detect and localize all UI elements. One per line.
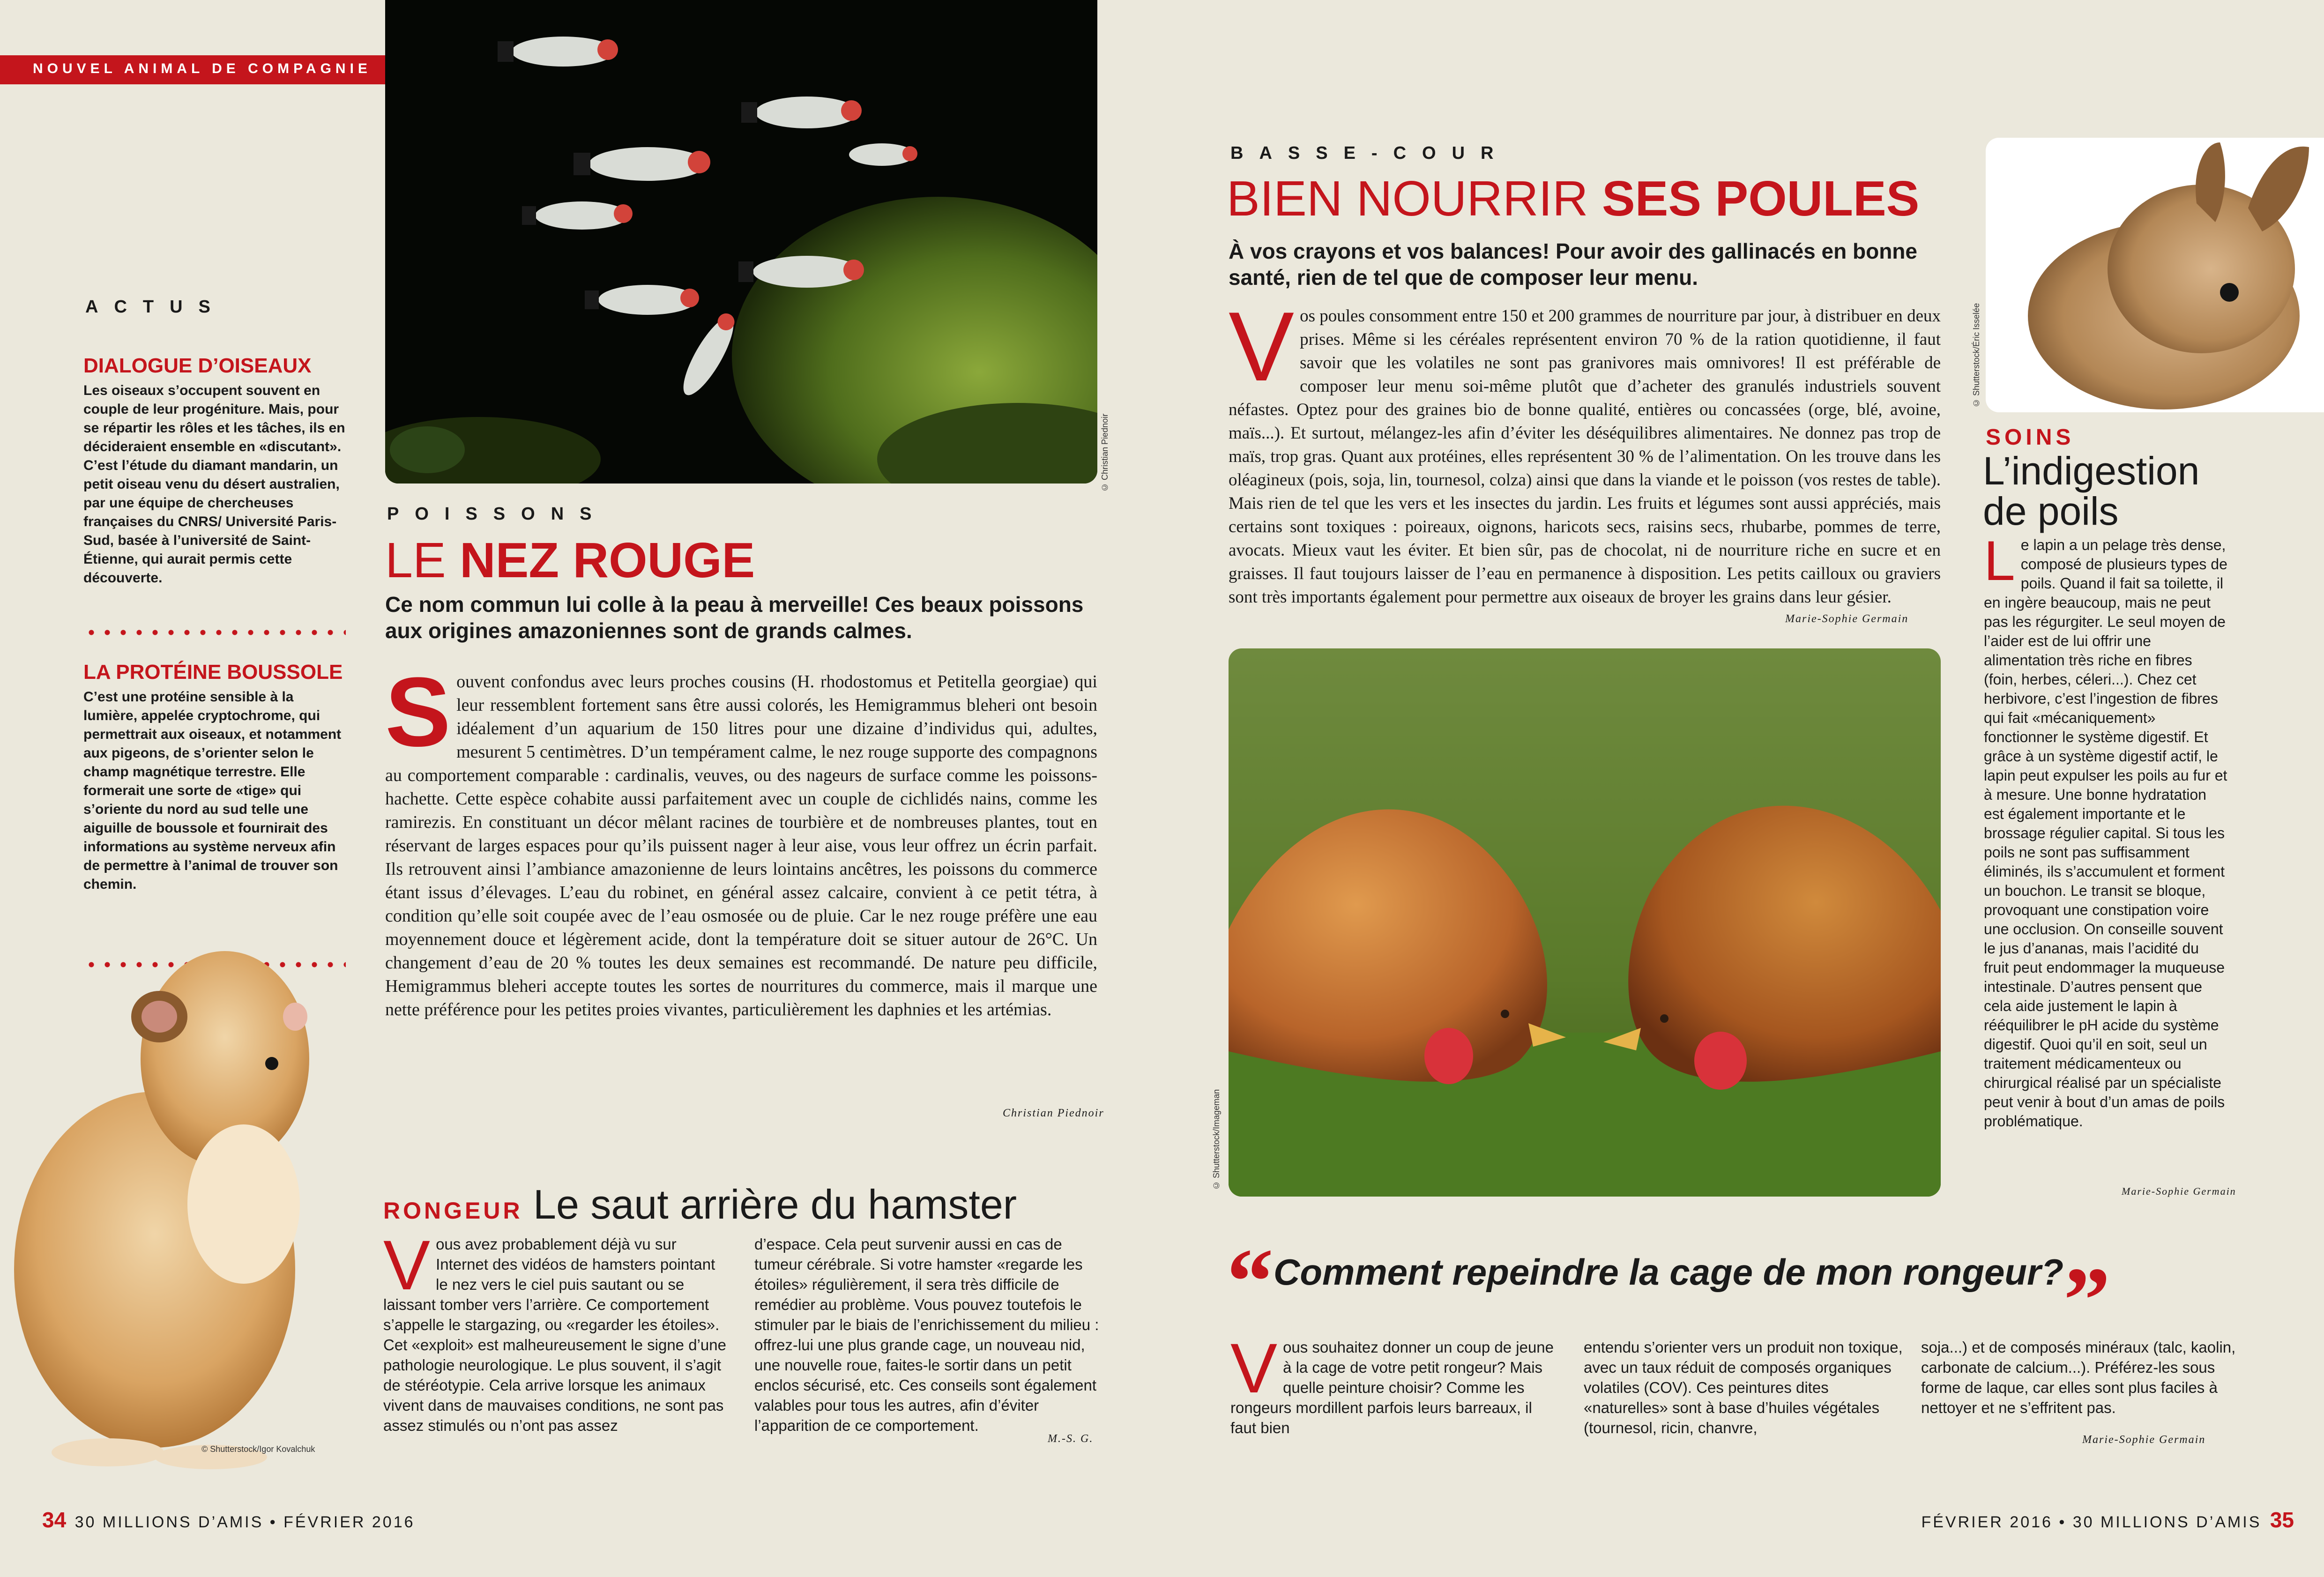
basse-cour-title-plain: BIEN NOURRIR — [1227, 171, 1602, 226]
poissons-body-text: ouvent confondus avec leurs proches cousins (H. rhodostomus et Petitella georgiae) qui leur ressemblent fortement sans être aussi colorés, les Hemigrammus bleheri ont besoin idéalement d’un aquarium de 150 litres pour une dizaine d’individus qui, adultes, mesurent 5 centimètres. D’un tempérament calme, le nez rouge supporte des compagnons au comportement comparable : cardinalis, veuves, ou des nageurs de surface comme les poissons-hachette. Cette espèce cohabite aussi parfaitement avec un couple de cichlidés nains, comme les ramirezis. En constituant un décor mêlant racines de tourbière et de nombreuses plantes, tout en réservant de larges espaces pour qu’ils puissent nager à leur aise, vous leur offrez un écrin parfait. Ils retrouvent ainsi l’ambiance amazonienne de leurs lointains ancêtres, les poissons du commerce étant issus d’élevages. L’eau du robinet, en général assez calcaire, convient à ce petit tétra, à condition qu’elle soit coupée avec de l’eau osmosée ou de pluie. Car le nez rouge préfère une eau moyennement douce et légèrement acide, dont la température doit se situer autour de 26°C. Un changement d’eau de 20 % toutes les deux semaines est recommandé. De nature peu difficile, Hemigrammus bleheri accepte toutes les sortes de nourritures du commerce, mais il marque une nette préférence pour les petites proies vivantes, particulièrement les daphnies et les artémias. — [385, 672, 1097, 1019]
soins-title: L’indigestion de poils — [1983, 449, 2200, 533]
poissons-kicker: POISSONS — [387, 504, 608, 524]
soins-body — [1984, 529, 2227, 1131]
poissons-title — [385, 534, 755, 587]
poissons-body — [385, 657, 1097, 1021]
actus-item-1 — [83, 355, 346, 588]
right-footer — [1921, 1507, 2294, 1532]
rongeur-col-1-text: ous avez probablement déjà vu sur Internet des vidéos de hamsters pointant le nez vers le ciel puis sautant ou se laissant tomber vers l’arrière. Ce comportement s’appelle le stargazing, ou «regarder les étoiles». Cet «exploit» est malheureusement le signe d’une pathologie neurologique. Le plus souvent, il s’agit de stéréotypie. Cela arrive lorsque les animaux vivent dans de mauvaises conditions, ne sont pas assez stimulés ou n’ont pas assez — [383, 1235, 726, 1434]
quote-col-2 — [1584, 1337, 1907, 1438]
quote-dropcap: V — [1230, 1329, 1278, 1407]
left-footer-text: 30 MILLIONS D’AMIS • FÉVRIER 2016 — [74, 1513, 415, 1531]
quote-col-1 — [1230, 1329, 1554, 1438]
rongeur-heading — [383, 1181, 1017, 1228]
quote-heading — [1227, 1230, 2248, 1352]
quote-col-2-text: entendu s’orienter vers un produit non toxique, avec un taux réduit de composés organiques volatiles (COV). Ces peintures dites «naturelles» sont à base d’huiles végétales (tournesol, ricin, chanvre, — [1584, 1339, 1903, 1436]
page-number-left: 34 — [42, 1508, 67, 1532]
basse-cour-body — [1229, 291, 1941, 609]
soins-body-text: e lapin a un pelage très dense, composé de plusieurs types de poils. Quand il fait sa toilette, il en ingère beaucoup, mais ne peut pas les régurgiter. Le seul moyen de l’aider est de lui offrir une alimentation très riche en fibres (foin, herbes, céleri...). Chez cet herbivore, c’est l’ingestion de fibres qui fait «mécaniquement» fonctionner le système digestif. Et grâce à un système digestif actif, le lapin peut expulser les poils au fur et à mesure. Une bonne hydratation est également importante et le brossage régulier capital. Si tous les poils ne sont pas suffisamment éliminés, ils s’accumulent et forment un bouchon. Le transit se bloque, provoquant une constipation voire une occlusion. On conseille souvent le jus d’ananas, mais l’acidité du fruit peut endommager la muqueuse intestinale. D’autres pensent que cela aide justement le lapin à rééquilibrer le pH acide du système digestif. Quoi qu’il en soit, seul un traitement médicamenteux ou chirurgical réalisé par un spécialiste peut venir à bout d’un amas de poils problématique. — [1984, 536, 2227, 1130]
basse-cour-lead: À vos crayons et vos balances! Pour avoir des gallinacés en bonne santé, rien de tel que de composer leur menu. — [1229, 239, 1917, 290]
basse-cour-body-text: os poules consomment entre 150 et 200 grammes de nourriture par jour, à distribuer en deux prises. Même si les céréales représentent environ 70 % de la ration quotidienne, il faut savoir que les volatiles ne sont pas granivores mais omnivores! Il est préférable de composer leur menu soi-même plutôt que d’acheter des granulés industriels souvent néfastes. Optez pour des graines bio de bonne qualité, entières ou concassées (orge, blé, avoine, maïs...). Et surtout, mélangez-les afin d’éviter les déséquilibres alimentaires. Ne donnez pas trop de maïs, trop gras. Quant aux protéines, elles représentent 30 % de l’alimentation. On les trouve dans les oléagineux (pois, soja, lin, tournesol, colza) ainsi que dans la viande et le poisson (vos restes de table). Mais rien de tel que les vers et les insectes du jardin. Les fruits et légumes sont aussi appréciés, mais certains sont toxiques : poireaux, oignons, haricots secs, raisins secs, rhubarbe, pommes de terre, avocats. Mieux vaut les éviter. Et bien sûr, pas de chocolat, ni de nourriture riche en sucre et en graisses. Il faut toujours laisser de l’eau en permanence à disposition. Les petits cailloux ou graviers sont très importants également pour permettre aux oiseaux de broyer les grains dans leur gésier. — [1229, 306, 1941, 607]
quote-col-1-text: ous souhaitez donner un coup de jeune à la cage de votre petit rongeur? Mais quelle peinture choisir? Comme les rongeurs mordillent parfois leurs barreaux, il faut bien — [1230, 1339, 1554, 1436]
poissons-title-bold: NEZ ROUGE — [460, 533, 755, 588]
poissons-lead: Ce nom commun lui colle à la peau à merveille! Ces beaux poissons aux origines amazoniennes sont de grands calmes. — [385, 592, 1084, 643]
poissons-title-plain: LE — [385, 533, 460, 588]
page-number-right: 35 — [2270, 1508, 2294, 1532]
divider-dots — [83, 629, 346, 636]
rongeur-signature: M.-S. G. — [1048, 1433, 1094, 1445]
actus-item-2 — [83, 662, 346, 894]
quote-open-mark: “ — [1227, 1230, 1274, 1333]
fish-photo — [385, 0, 1097, 484]
rabbit-photo — [1986, 138, 2324, 412]
soins-signature: Marie-Sophie Germain — [2122, 1185, 2236, 1197]
fish-photo-credit: © Christian Piednoir — [1100, 413, 1110, 492]
hamster-photo-credit: © Shutterstock/Igor Kovalchuk — [201, 1444, 315, 1454]
basse-cour-dropcap: V — [1229, 291, 1295, 402]
quote-col-3-text: soja...) et de composés minéraux (talc, kaolin, carbonate de calcium...). Préférez-les sous forme de laque, car elles sont plus faciles à nettoyer et ne s’effritent pas. — [1921, 1339, 2236, 1416]
rongeur-title: Le saut arrière du hamster — [533, 1181, 1017, 1227]
quote-signature: Marie-Sophie Germain — [2082, 1434, 2206, 1446]
quote-title: Comment repeindre la cage de mon rongeur? — [1274, 1251, 2063, 1293]
poissons-signature: Christian Piednoir — [1003, 1107, 1104, 1119]
basse-cour-title — [1227, 172, 1919, 225]
rongeur-col-1 — [383, 1226, 730, 1436]
actus-item-title: DIALOGUE D’OISEAUX — [83, 354, 312, 377]
section-banner: NOUVEL ANIMAL DE COMPAGNIE — [0, 55, 436, 84]
rongeur-kicker: RONGEUR — [383, 1198, 523, 1224]
soins-kicker: SOINS — [1986, 425, 2075, 450]
basse-cour-kicker: BASSE-COUR — [1230, 143, 1510, 163]
left-footer — [42, 1507, 415, 1532]
hens-photo-credit: © Shutterstock/Imageman — [1212, 1089, 1221, 1190]
rabbit-photo-credit: © Shutterstock/Éric Isselée — [1972, 303, 1981, 408]
actus-item-text: Les oiseaux s’occupent souvent en couple de leur progéniture. Mais, pour se répartir les rôles et les tâches, ils en décideraient ensemble en «discutant». C’est l’étude du diamant mandarin, un petit oiseau venu du désert australien, par une équipe de chercheuses françaises du CNRS/ Université Paris-Sud, basée à l’université de Saint-Étienne, qui aurait permis cette découverte. — [83, 383, 345, 586]
rongeur-col-2-text: d’espace. Cela peut survenir aussi en cas de tumeur cérébrale. Si votre hamster «regarde les étoiles» régulièrement, il sera très difficile de remédier au problème. Vous pouvez toutefois le stimuler par le biais de l’enrichissement du milieu : offrez-lui une plus grande cage, un nouveau nid, une nouvelle roue, faites-le sortir dans un petit enclos sécurisé, etc. Ces conseils sont également valables pour tous les autres, afin d’éviter l’apparition de ce comportement. — [754, 1235, 1099, 1434]
actus-item-text: C’est une protéine sensible à la lumière, appelée cryptochrome, qui permettrait aux oiseaux, et notamment aux pigeons, de s’orienter selon le champ magnétique terrestre. Elle formerait une sorte de «tige» qui s’oriente du nord au sud telle une aiguille de boussole et fournirait des informations au système nerveux afin de permettre à l’animal de trouver son chemin. — [83, 689, 342, 892]
actus-kicker: ACTUS — [85, 297, 226, 317]
rongeur-dropcap: V — [383, 1226, 431, 1304]
actus-item-title: LA PROTÉINE BOUSSOLE — [83, 661, 343, 684]
rongeur-col-2 — [754, 1234, 1101, 1436]
basse-cour-title-bold: SES POULES — [1601, 171, 1920, 226]
quote-close-mark: ” — [2063, 1249, 2110, 1352]
soins-dropcap: L — [1984, 529, 2015, 592]
quote-col-3 — [1921, 1337, 2249, 1418]
basse-cour-signature: Marie-Sophie Germain — [1785, 613, 1909, 625]
hens-photo — [1229, 648, 1941, 1197]
poissons-dropcap: S — [385, 657, 451, 767]
hamster-photo — [0, 942, 356, 1471]
right-footer-text: FÉVRIER 2016 • 30 MILLIONS D’AMIS — [1921, 1513, 2262, 1531]
